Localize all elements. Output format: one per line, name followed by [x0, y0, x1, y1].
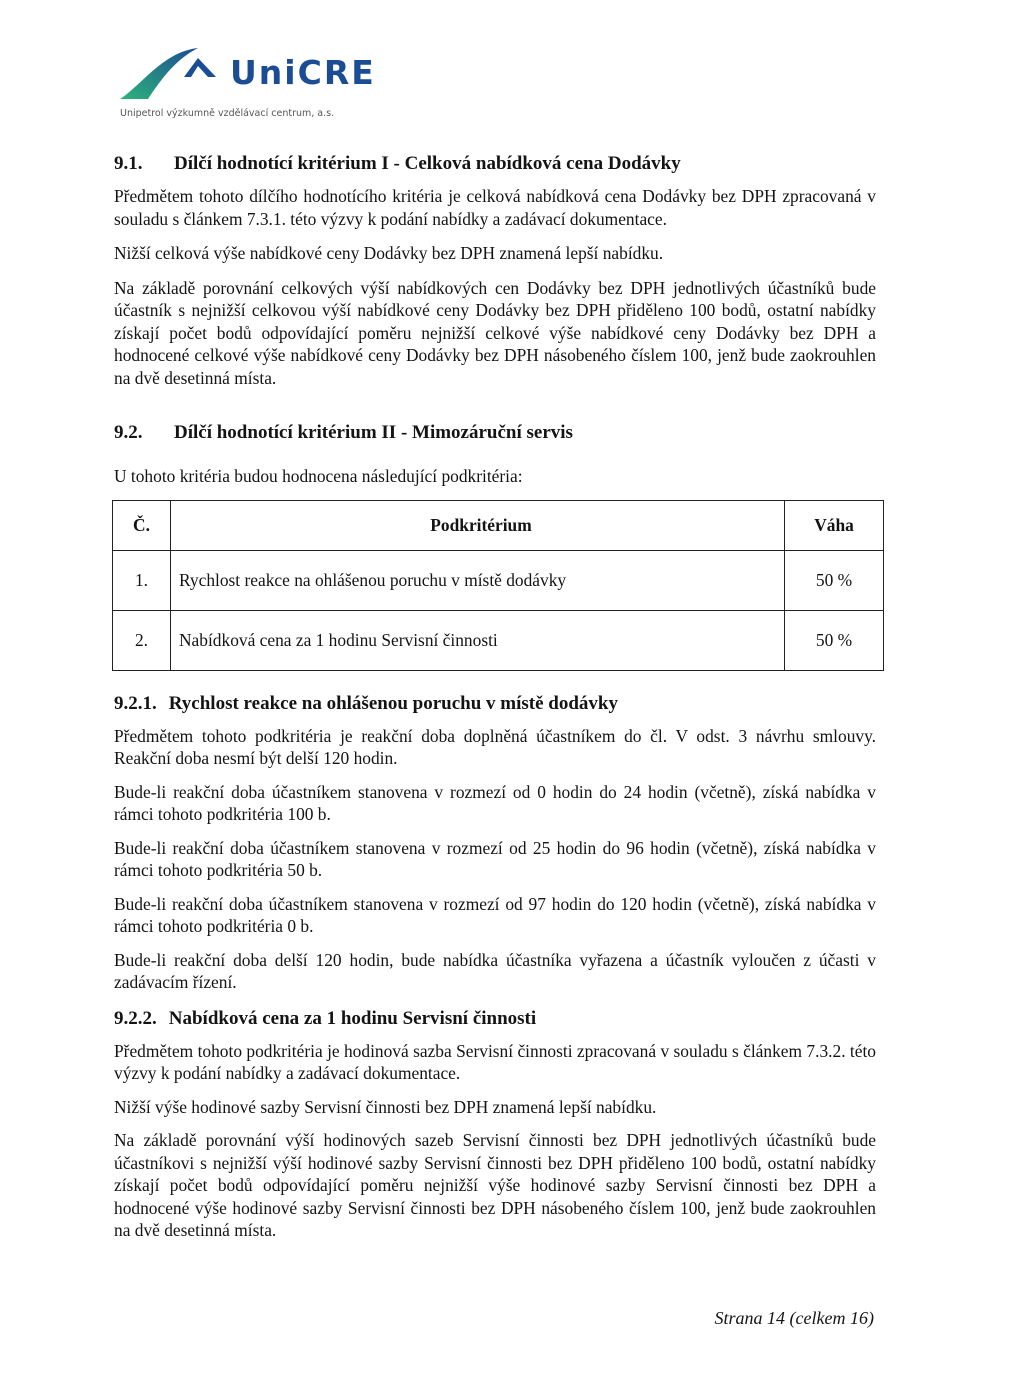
section-title: Dílčí hodnotící kritérium II - Mimozáruční servis: [174, 422, 573, 443]
section-number: 9.2.2.: [114, 1007, 157, 1029]
section-number: 9.2.1.: [114, 692, 157, 714]
paragraph: Bude-li reakční doba delší 120 hodin, bude nabídka účastníka vyřazena a účastník vyloučen z účasti v zadávacím řízení.: [114, 949, 876, 992]
section-number: 9.1.: [114, 153, 143, 174]
company-logo: [118, 44, 418, 124]
paragraph: Bude-li reakční doba účastníkem stanovena v rozmezí od 0 hodin do 24 hodin (včetně), získá nabídka v rámci tohoto podkritéria 100 b.: [114, 781, 876, 824]
logo-subtitle: Unipetrol výzkumně vzdělávací centrum, a.s.: [120, 108, 335, 119]
section-number: 9.2.: [114, 422, 143, 443]
column-header-number: Č.: [113, 500, 171, 550]
document-body: [114, 150, 876, 1242]
paragraph: Nižší celková výše nabídkové ceny Dodávky bez DPH znamená lepší nabídku.: [114, 243, 664, 263]
paragraph: Na základě porovnání výší hodinových sazeb Servisní činnosti bez DPH jednotlivých účastníků bude účastníkovi s nejnižší výší hodinové sazby Servisní činnosti bez DPH přiděleno 100 bodů, ostatní nabídky získají počet bodů odpovídající poměru nejnižší výše hodinové sazby Servisní činnosti bez DPH a hodnocené výše hodinové sazby Servisní činnosti bez DPH násobeného číslem 100, jenž bude zaokrouhlen na dvě desetinná místa.: [114, 1130, 876, 1240]
table-cell-subcriterion: Nabídková cena za 1 hodinu Servisní činnosti: [171, 610, 785, 670]
section-title: Rychlost reakce na ohlášenou poruchu v místě dodávky: [168, 692, 618, 714]
paragraph: Bude-li reakční doba účastníkem stanovena v rozmezí od 97 hodin do 120 hodin (včetně), získá nabídka v rámci tohoto podkritéria 0 b.: [114, 893, 876, 936]
page-number: Strana 14 (celkem 16): [714, 1308, 874, 1328]
paragraph: Nižší výše hodinové sazby Servisní činnosti bez DPH znamená lepší nabídku.: [114, 1096, 657, 1117]
section-title: Nabídková cena za 1 hodinu Servisní činnosti: [168, 1007, 537, 1029]
section-heading-9-2: [114, 419, 876, 447]
table-cell-weight: 50 %: [785, 610, 884, 670]
section-title: Dílčí hodnotící kritérium I - Celková nabídková cena Dodávky: [174, 153, 681, 174]
section-heading-9-2-1: [114, 691, 876, 717]
column-header-weight: Váha: [785, 500, 884, 550]
paragraph: Bude-li reakční doba účastníkem stanovena v rozmezí od 25 hodin do 96 hodin (včetně), získá nabídka v rámci tohoto podkritéria 50 b.: [114, 837, 876, 880]
paragraph: Na základě porovnání celkových výší nabídkových cen Dodávky bez DPH jednotlivých účastníků bude účastník s nejnižší celkovou výší nabídkové ceny Dodávky bez DPH přiděleno 100 bodů, ostatní nabídky získají počet bodů odpovídající poměru nejnižší celkové výše nabídkové ceny Dodávky bez DPH a hodnocené celkové výše nabídkové ceny Dodávky bez DPH násobeného číslem 100, jenž bude zaokrouhlen na dvě desetinná místa.: [114, 277, 876, 388]
logo-wordmark: UniCRE: [230, 53, 376, 92]
paragraph: U tohoto kritéria budou hodnocena následující podkritéria:: [114, 466, 523, 486]
subcriteria-table: [112, 500, 884, 671]
logo-swoosh-icon: [118, 44, 228, 104]
table-header-row: [113, 500, 884, 550]
table-cell-number: 2.: [113, 610, 171, 670]
paragraph: Předmětem tohoto podkritéria je hodinová sazba Servisní činnosti zpracovaná v souladu s článkem 7.3.2. této výzvy k podání nabídky a zadávací dokumentace.: [114, 1040, 876, 1083]
column-header-subcriterion: Podkritérium: [171, 500, 785, 550]
paragraph: Předmětem tohoto dílčího hodnotícího kritéria je celková nabídková cena Dodávky bez DPH zpracovaná v souladu s článkem 7.3.1. této výzvy k podání nabídky a zadávací dokumentace.: [114, 186, 876, 229]
section-heading-9-2-2: [114, 1006, 876, 1032]
table-row: [113, 610, 884, 670]
table-row: [113, 550, 884, 610]
paragraph: Předmětem tohoto podkritéria je reakční doba doplněná účastníkem do čl. V odst. 3 návrhu smlouvy. Reakční doba nesmí být delší 120 hodin.: [114, 725, 876, 768]
table-cell-weight: 50 %: [785, 550, 884, 610]
section-heading-9-1: [114, 150, 876, 178]
table-cell-number: 1.: [113, 550, 171, 610]
table-cell-subcriterion: Rychlost reakce na ohlášenou poruchu v místě dodávky: [171, 550, 785, 610]
